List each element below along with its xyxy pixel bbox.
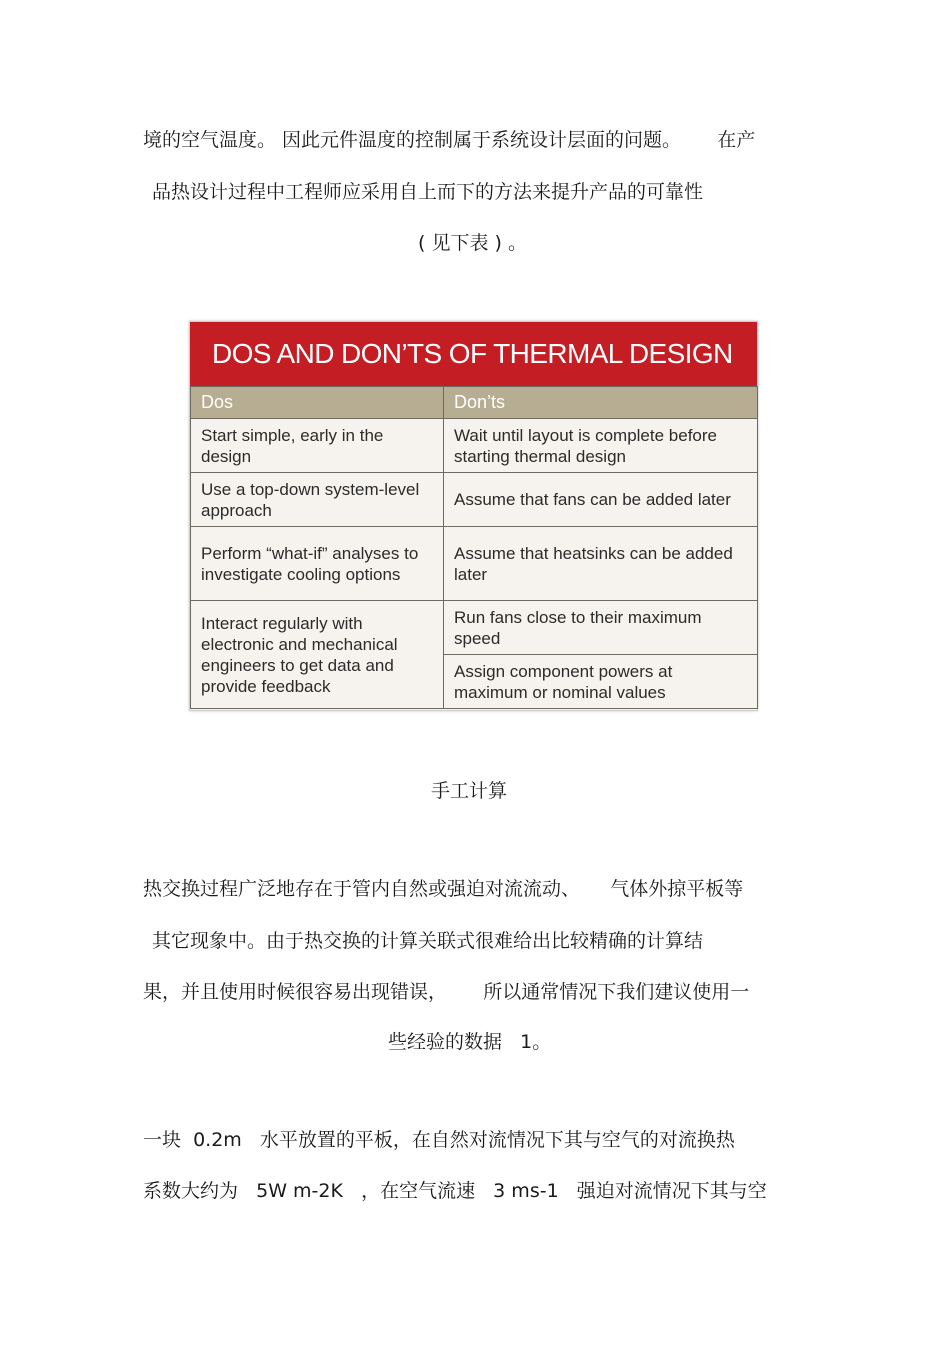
donts-cell: Assume that fans can be added later xyxy=(444,473,758,527)
table-row xyxy=(191,527,758,601)
table-header-row xyxy=(191,387,758,419)
section-heading: 手工计算 xyxy=(431,780,508,802)
dos-cell: Perform “what-if” analyses to investigate cooling options xyxy=(191,527,444,601)
table-row xyxy=(191,601,758,655)
para1-line-3: 果，并且使用时候很容易出现错误， 所以通常情况下我们建议使用一 xyxy=(143,981,750,1003)
dos-cell: Interact regularly with electronic and mechanical engineers to get data and provide feedback xyxy=(191,601,444,709)
table-row xyxy=(191,419,758,473)
table-title-bar xyxy=(190,322,757,387)
header-donts: Don’ts xyxy=(444,387,758,419)
donts-cell: Assign component powers at maximum or nominal values xyxy=(444,655,758,709)
para2-line-1: 一块 0.2m 水平放置的平板，在自然对流情况下其与空气的对流换热 xyxy=(143,1129,735,1151)
para2-line-2: 系数大约为 5W m-2K ，在空气流速 3 ms-1 强迫对流情况下其与空 xyxy=(143,1180,767,1202)
intro-line-1: 境的空气温度。 因此元件温度的控制属于系统设计层面的问题。 在产 xyxy=(143,129,756,151)
dos-donts-table xyxy=(190,386,758,709)
table-title: DOS AND DON’TS OF THERMAL DESIGN xyxy=(212,338,733,369)
donts-cell: Run fans close to their maximum speed xyxy=(444,601,758,655)
para1-line-1: 热交换过程广泛地存在于管内自然或强迫对流流动、 气体外掠平板等 xyxy=(143,878,744,900)
intro-line-2: 品热设计过程中工程师应采用自上而下的方法来提升产品的可靠性 xyxy=(152,181,704,203)
dos-cell: Use a top-down system-level approach xyxy=(191,473,444,527)
table-row xyxy=(191,473,758,527)
para1-line-4: 些经验的数据 1。 xyxy=(388,1031,552,1053)
donts-cell: Assume that heatsinks can be added later xyxy=(444,527,758,601)
donts-cell: Wait until layout is complete before starting thermal design xyxy=(444,419,758,473)
header-dos: Dos xyxy=(191,387,444,419)
intro-line-3: ( 见下表 ) 。 xyxy=(418,232,527,254)
thermal-design-table xyxy=(189,321,758,711)
dos-cell: Start simple, early in the design xyxy=(191,419,444,473)
para1-line-2: 其它现象中。由于热交换的计算关联式很难给出比较精确的计算结 xyxy=(152,930,704,952)
